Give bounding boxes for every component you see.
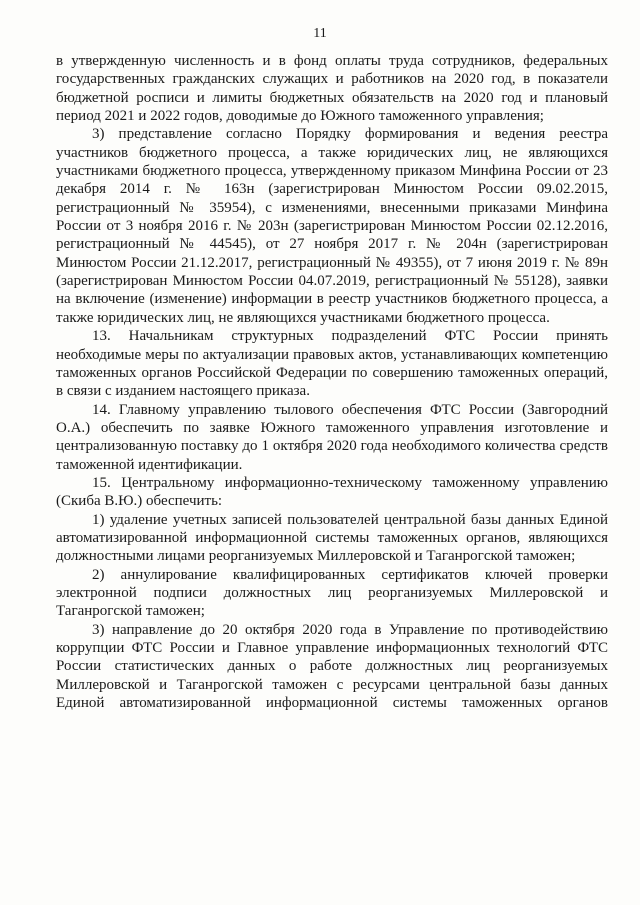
paragraph-continuation: в утвержденную численность и в фонд оплаты труда сотрудников, федеральных государственных гражданских служащих и работников на 2020 год, в показатели бюджетной росписи и лимиты бюджетных обязательств на 2020 год и плановый период 2021 и 2022 годов, доводимые до Южного таможенного управления; — [56, 53, 608, 125]
paragraph-13: 13. Начальникам структурных подразделений ФТС России принять необходимые меры по актуализации правовых актов, устанавливающих компетенцию таможенных органов Российской Федерации по совершению таможенных операций, в связи с изданием настоящего приказа. — [56, 328, 608, 400]
paragraph-15-item-1: 1) удаление учетных записей пользователей центральной базы данных Единой автоматизированной информационной системы таможенных органов, являющихся должностными лицами реорганизуемых Миллеровской и Таганрогской таможен; — [56, 511, 608, 565]
paragraph-15: 15. Центральному информационно-техническому таможенному управлению (Скиба В.Ю.) обеспечить: — [56, 474, 608, 510]
document-body — [56, 52, 608, 712]
paragraph-15-item-2: 2) аннулирование квалифицированных сертификатов ключей проверки электронной подписи должностных лиц реорганизуемых Миллеровской и Таганрогской таможен; — [56, 566, 608, 620]
page-number: 11 — [313, 26, 327, 41]
paragraph-15-item-3: 3) направление до 20 октября 2020 года в Управление по противодействию коррупции ФТС России и Главное управление информационных технологий ФТС России статистических данных о работе должностных лиц реорганизуемых Миллеровской и Таганрогской таможен с ресурсами центральной базы данных Единой автоматизированной информационной системы таможенных органов — [56, 621, 608, 712]
paragraph-14: 14. Главному управлению тылового обеспечения ФТС России (Завгородний О.А.) обеспечить по заявке Южного таможенного управления изготовление и централизованную поставку до 1 октября 2020 года необходимого количества средств таможенной идентификации. — [56, 401, 608, 473]
paragraph-item-3-registry: 3) представление согласно Порядку формирования и ведения реестра участников бюджетного процесса, а также юридических лиц, не являющихся участниками бюджетного процесса, утвержденному приказом Минфина России от 23 декабря 2014 г. № 163н (зарегистрирован Минюстом России 09.02.2015, регистрационный № 35954), с изменениями, внесенными приказами Минфина России от 3 ноября 2016 г. № 203н (зарегистрирован Минюстом России 02.12.2016, регистрационный № 44545), от 27 ноября 2017 г. № 204н (зарегистрирован Минюстом России 21.12.2017, регистрационный № 49355), от 7 июня 2019 г. № 89н (зарегистрирован Минюстом России 04.07.2019, регистрационный № 55128), заявки на включение (изменение) информации в реестр участников бюджетного процесса, а также юридических лиц, не являющихся участниками бюджетного процесса. — [56, 126, 608, 326]
